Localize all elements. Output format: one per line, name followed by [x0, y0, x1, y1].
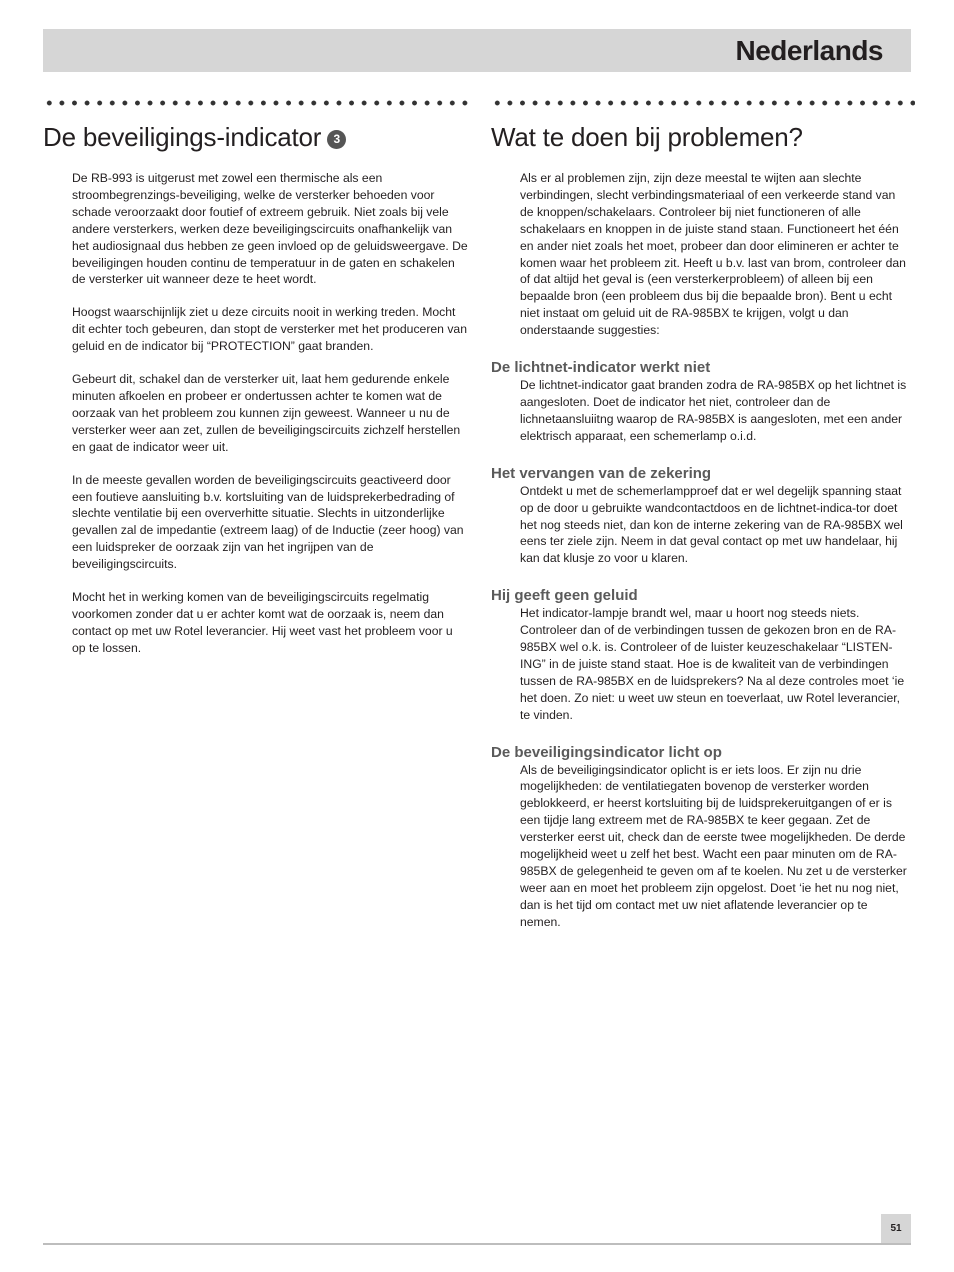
subsection-body: Als de beveiligingsindicator oplicht is er iets loos. Er zijn nu drie mogelijkheden: de ventilatiegaten bovenop de versterker worden geblokkeerd, er heerst kortsluiting bij de luidsprekeruitgangen of er is een tijdje lang extreem met de RA-985BX te keer gegaan. Zet de versterker eerst uit, check dan de eerste twee mogelijkheden. De derde mogelijkheid weet u zelf het best. Wacht een paar minuten om de RA-985BX de gelegenheid te geven om af te koelen. Nu zet u de versterker weer aan en moet het probleem zijn opgelost. Doet ‘ie het nu nog niet, dan is het tijd om contact met uw niet aflatende leverancier op te nemen. — [520, 762, 907, 929]
header-bar — [43, 29, 911, 72]
number-badge: 3 — [327, 130, 346, 149]
page-number-box — [881, 1214, 911, 1243]
left-section-title — [43, 120, 468, 154]
paragraph: In de meeste gevallen worden de beveiligingscircuits geactiveerd door een foutieve aansluiting b.v. kortsluiting van de luidsprekerbedrading of slechte ventilatie bij een oververhitte situatie. Slechts in uitzonderlijke gevallen zal de impedantie (extreem laag) of de Inductie (zeer hoog) van een luidspreker de oorzaak zijn van het ingrijpen van de beveiligingscircuits. — [72, 472, 464, 572]
paragraph: Gebeurt dit, schakel dan de versterker uit, laat hem gedurende enkele minuten afkoelen en probeer er ondertussen achter te komen wat de oorzaak van het probleem zou kunnen zijn geweest. Wanneer u nu de versterker weer aan zet, zullen de beveiligingscircuits zichzelf herstellen en gaat de indicator weer uit. — [72, 372, 461, 454]
right-section-title: Wat te doen bij problemen? — [491, 122, 803, 152]
left-body — [72, 170, 468, 657]
paragraph: Hoogst waarschijnlijk ziet u deze circuits nooit in werking treden. Mocht dit echter toch gebeuren, dan stopt de versterker met het produceren van geluid en de indicator bij “PROTECTION” gaat branden. — [72, 305, 467, 354]
subsection-title: Het vervangen van de zekering — [491, 464, 712, 482]
subsection-body: Ontdekt u met de schemerlampproef dat er wel degelijk spanning staat op de door u gebruikte wandcontactdoos en de lichtnet-indica-tor doet het nog steeds niet, dan kon de interne zekering van de RA-985BX wel eens ter ziele zijn. Neem in dat geval contact op met uw handelaar, hij kan dat klusje zo voor u klaren. — [520, 483, 903, 566]
left-section-title-text: De beveiligings-indicator — [43, 122, 322, 152]
dotted-divider-left — [43, 99, 468, 107]
dotted-divider-right — [491, 99, 915, 107]
paragraph: De RB-993 is uitgerust met zowel een thermische als een stroombegrenzings-beveiliging, welke de versterker behoeden voor schade veroorzaakt door foutief of extreem gebruik. Niet zoals bij vele andere versterkers, werken deze beveiligingscircuits onafhankelijk van het audiosignaal dus hebben ze geen invloed op de geluidsweergave. De beveiligingen houden continu de temperatuur in de gaten en schakelen de versterker uit wanneer deze te heet wordt. — [72, 171, 468, 287]
subsection-title: Hij geeft geen geluid — [491, 587, 638, 605]
subsection-body: De lichtnet-indicator gaat branden zodra de RA-985BX op het lichtnet is aangesloten. Doet de indicator het niet, controleer dan de lichnetaansluiitng waarop de RA-985BX is aangesloten, met een ander elektrisch apparaat, een schemerlamp o.i.d. — [520, 378, 907, 443]
subsection — [491, 744, 911, 931]
subsection-body: Het indicator-lampje brandt wel, maar u hoort nog steeds niets. Controleer dan of de verbindingen tussen de gekozen bron en de RA-985BX wel o.k. is. Controleer of de luister keuzeschakelaar “LISTEN-ING” in de juiste stand staat. Hoe is de kwaliteit van de verbindingen tussen de RA-985BX en de luidsprekers? Na al deze controles moet ‘ie het doen. Zo niet: u weet uw steun en toeverlaat, uw Rotel leverancier, te vinden. — [520, 606, 905, 722]
intro-paragraph: Als er al problemen zijn, zijn deze meestal te wijten aan slechte verbindingen, slecht verbindingsmateriaal of een verkeerde stand van de knoppen/schakelaars. Controleer bij niet functioneren of alle schakelaars en knoppen in de juiste stand staan. Functioneert het één en ander niet zoals het moet, probeer dan door elimineren er achter te komen waar het probleem zit. Heeft u b.v. last van brom, controleer dan of dat altijd het geval is (een versterkerprobleem) of alleen bij een bepaalde bron (een probleem dus bij die bepaalde bron). Bent u echt niet instaat om geluid uit de RA-985BX te krijgen, volgt u dan onderstaande suggesties: — [520, 171, 906, 338]
right-column — [491, 120, 911, 931]
page-number: 51 — [890, 1223, 902, 1234]
page-language-title: Nederlands — [735, 35, 883, 66]
subsection — [491, 359, 911, 445]
paragraph: Mocht het in werking komen van de beveiligingscircuits regelmatig voorkomen zonder dat u er achter komt wat de oorzaak is, neem dan contact op met uw Rotel leverancier. Hij weet vast het probleem voor u op te lossen. — [72, 590, 453, 655]
subsection-title: De beveiligingsindicator licht op — [491, 743, 722, 761]
subsection — [491, 587, 911, 723]
left-column — [43, 120, 468, 673]
subsection-title: De lichtnet-indicator werkt niet — [491, 359, 711, 377]
subsection — [491, 465, 911, 568]
footer-rule — [43, 1243, 911, 1245]
